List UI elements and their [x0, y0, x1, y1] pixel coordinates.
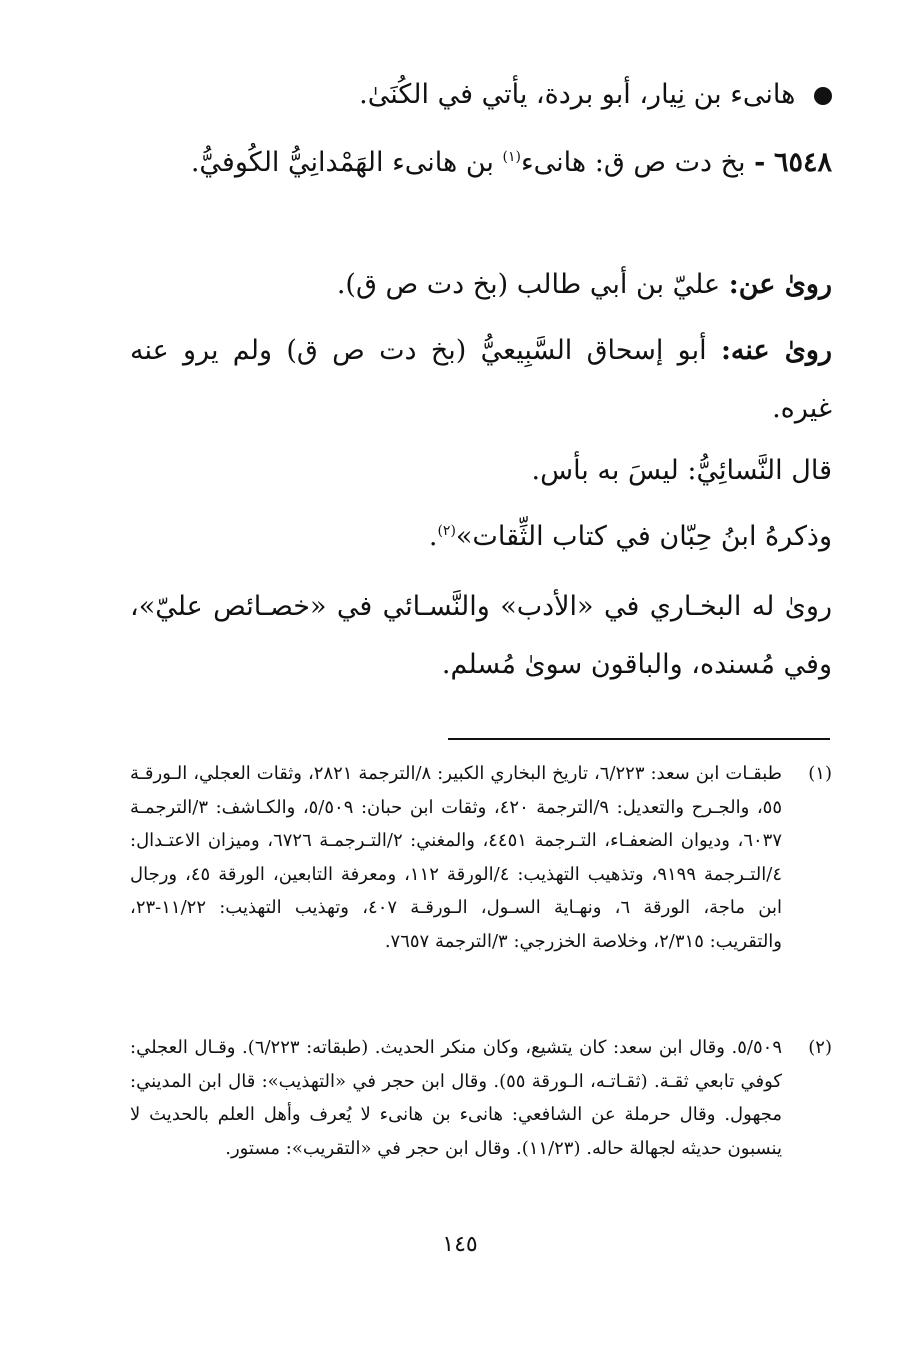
- rawa-anhu-text: أبو إسحاق السَّبِيعيُّ (بخ دت ص ق) ولم يرو عنه غيره.: [130, 335, 832, 424]
- footnote-ref-2[interactable]: (٢): [437, 523, 456, 539]
- ibn-hibban-end: .: [428, 521, 438, 552]
- entry-intro: [130, 66, 832, 124]
- ibn-hibban-text: وذكرهُ ابنُ حِبّان في كتاب الثِّقات»: [455, 521, 832, 552]
- entry-symbols: بخ دت ص ق:: [594, 147, 746, 178]
- rawa-an-line: [130, 256, 832, 314]
- footnote-2: [130, 1031, 832, 1165]
- rawa-an-text: عليّ بن أبي طالب (بخ دت ص ق).: [336, 269, 721, 300]
- rawa-lahu-line: روىٰ له البخـاري في «الأدب» والنَّسـائي في «خصـائص عليّ»، وفي مُسنده، والباقون سوىٰ مُسلم.: [130, 591, 832, 680]
- footnote-1-number: (١): [808, 763, 832, 784]
- ibn-hibban-line: [130, 508, 832, 566]
- footnote-2-text: ٥/٥٠٩. وقال ابن سعد: كان يتشيع، وكان منكر الحديث. (طبقاته: ٦/٢٢٣). وقـال العجلي: كوفي تابعي ثقـة. (ثقـاتـه، الـورقة ٥٥). وقال ابن حجر في «التهذيب»: قال ابن المديني: مجهول. وقال حرملة عن الشافعي: هانىء بن هانىء لا يُعرف وأهل العلم بالحديث لا ينسبون حديثه لجهالة حاله. (١١/٢٣). وقال ابن حجر في «التقريب»: مستور.: [130, 1037, 782, 1159]
- footnote-ref-1[interactable]: (١): [502, 149, 521, 165]
- entry-dash: -: [754, 147, 766, 178]
- bullet-icon: [814, 87, 832, 105]
- footnote-2-number: (٢): [808, 1037, 832, 1058]
- page-number: ١٤٥: [442, 1232, 478, 1257]
- entry-heading: [130, 134, 832, 192]
- rawa-anhu-line: [130, 322, 832, 438]
- rawa-anhu-label: روىٰ عنه:: [720, 335, 832, 366]
- entry-number: ٦٥٤٨: [773, 147, 832, 178]
- footnote-1: [130, 757, 832, 959]
- footnote-1-text: طبقـات ابن سعد: ٦/٢٢٣، تاريخ البخاري الكبير: ٨/الترجمة ٢٨٢١، وثقات العجلي، الـورقـة ٥٥، والجـرح والتعديل: ٩/الترجمة ٤٢٠، وثقات ابن حبان: ٥/٥٠٩، والكـاشف: ٣/الترجمـة ٦٠٣٧، وديوان الضعفـاء، التـرجمة ٤٤٥١، والمغني: ٢/التـرجمـة ٦٧٢٦، وميزان الاعتـدال: ٤/التـرجمة ٩١٩٩، وتذهيب التهذيب: ٤/الورقة ١١٢، ومعرفة التابعين، الورقة ٤٥، ورجال ابن ماجة، الورقة ٦، ونهـاية السـول، الـورقـة ٤٠٧، وتهذيب التهذيب: ١١/٢٢-٢٣، والتقريب: ٢/٣١٥، وخلاصة الخزرجي: ٣/الترجمة ٧٦٥٧.: [130, 763, 783, 952]
- entry-intro-text: هانىء بن نِيار، أبو بردة، يأتي في الكُنَىٰ.: [359, 79, 796, 110]
- entry-name-b: بن هانىء الهَمْدانِيُّ الكُوفيُّ.: [190, 147, 494, 178]
- rawa-an-label: روىٰ عن:: [728, 269, 832, 300]
- entry-name-a: هانىء: [520, 147, 587, 178]
- footnote-divider: [448, 738, 830, 740]
- nasai-line: قال النَّسائِيُّ: ليسَ به بأس.: [531, 455, 832, 486]
